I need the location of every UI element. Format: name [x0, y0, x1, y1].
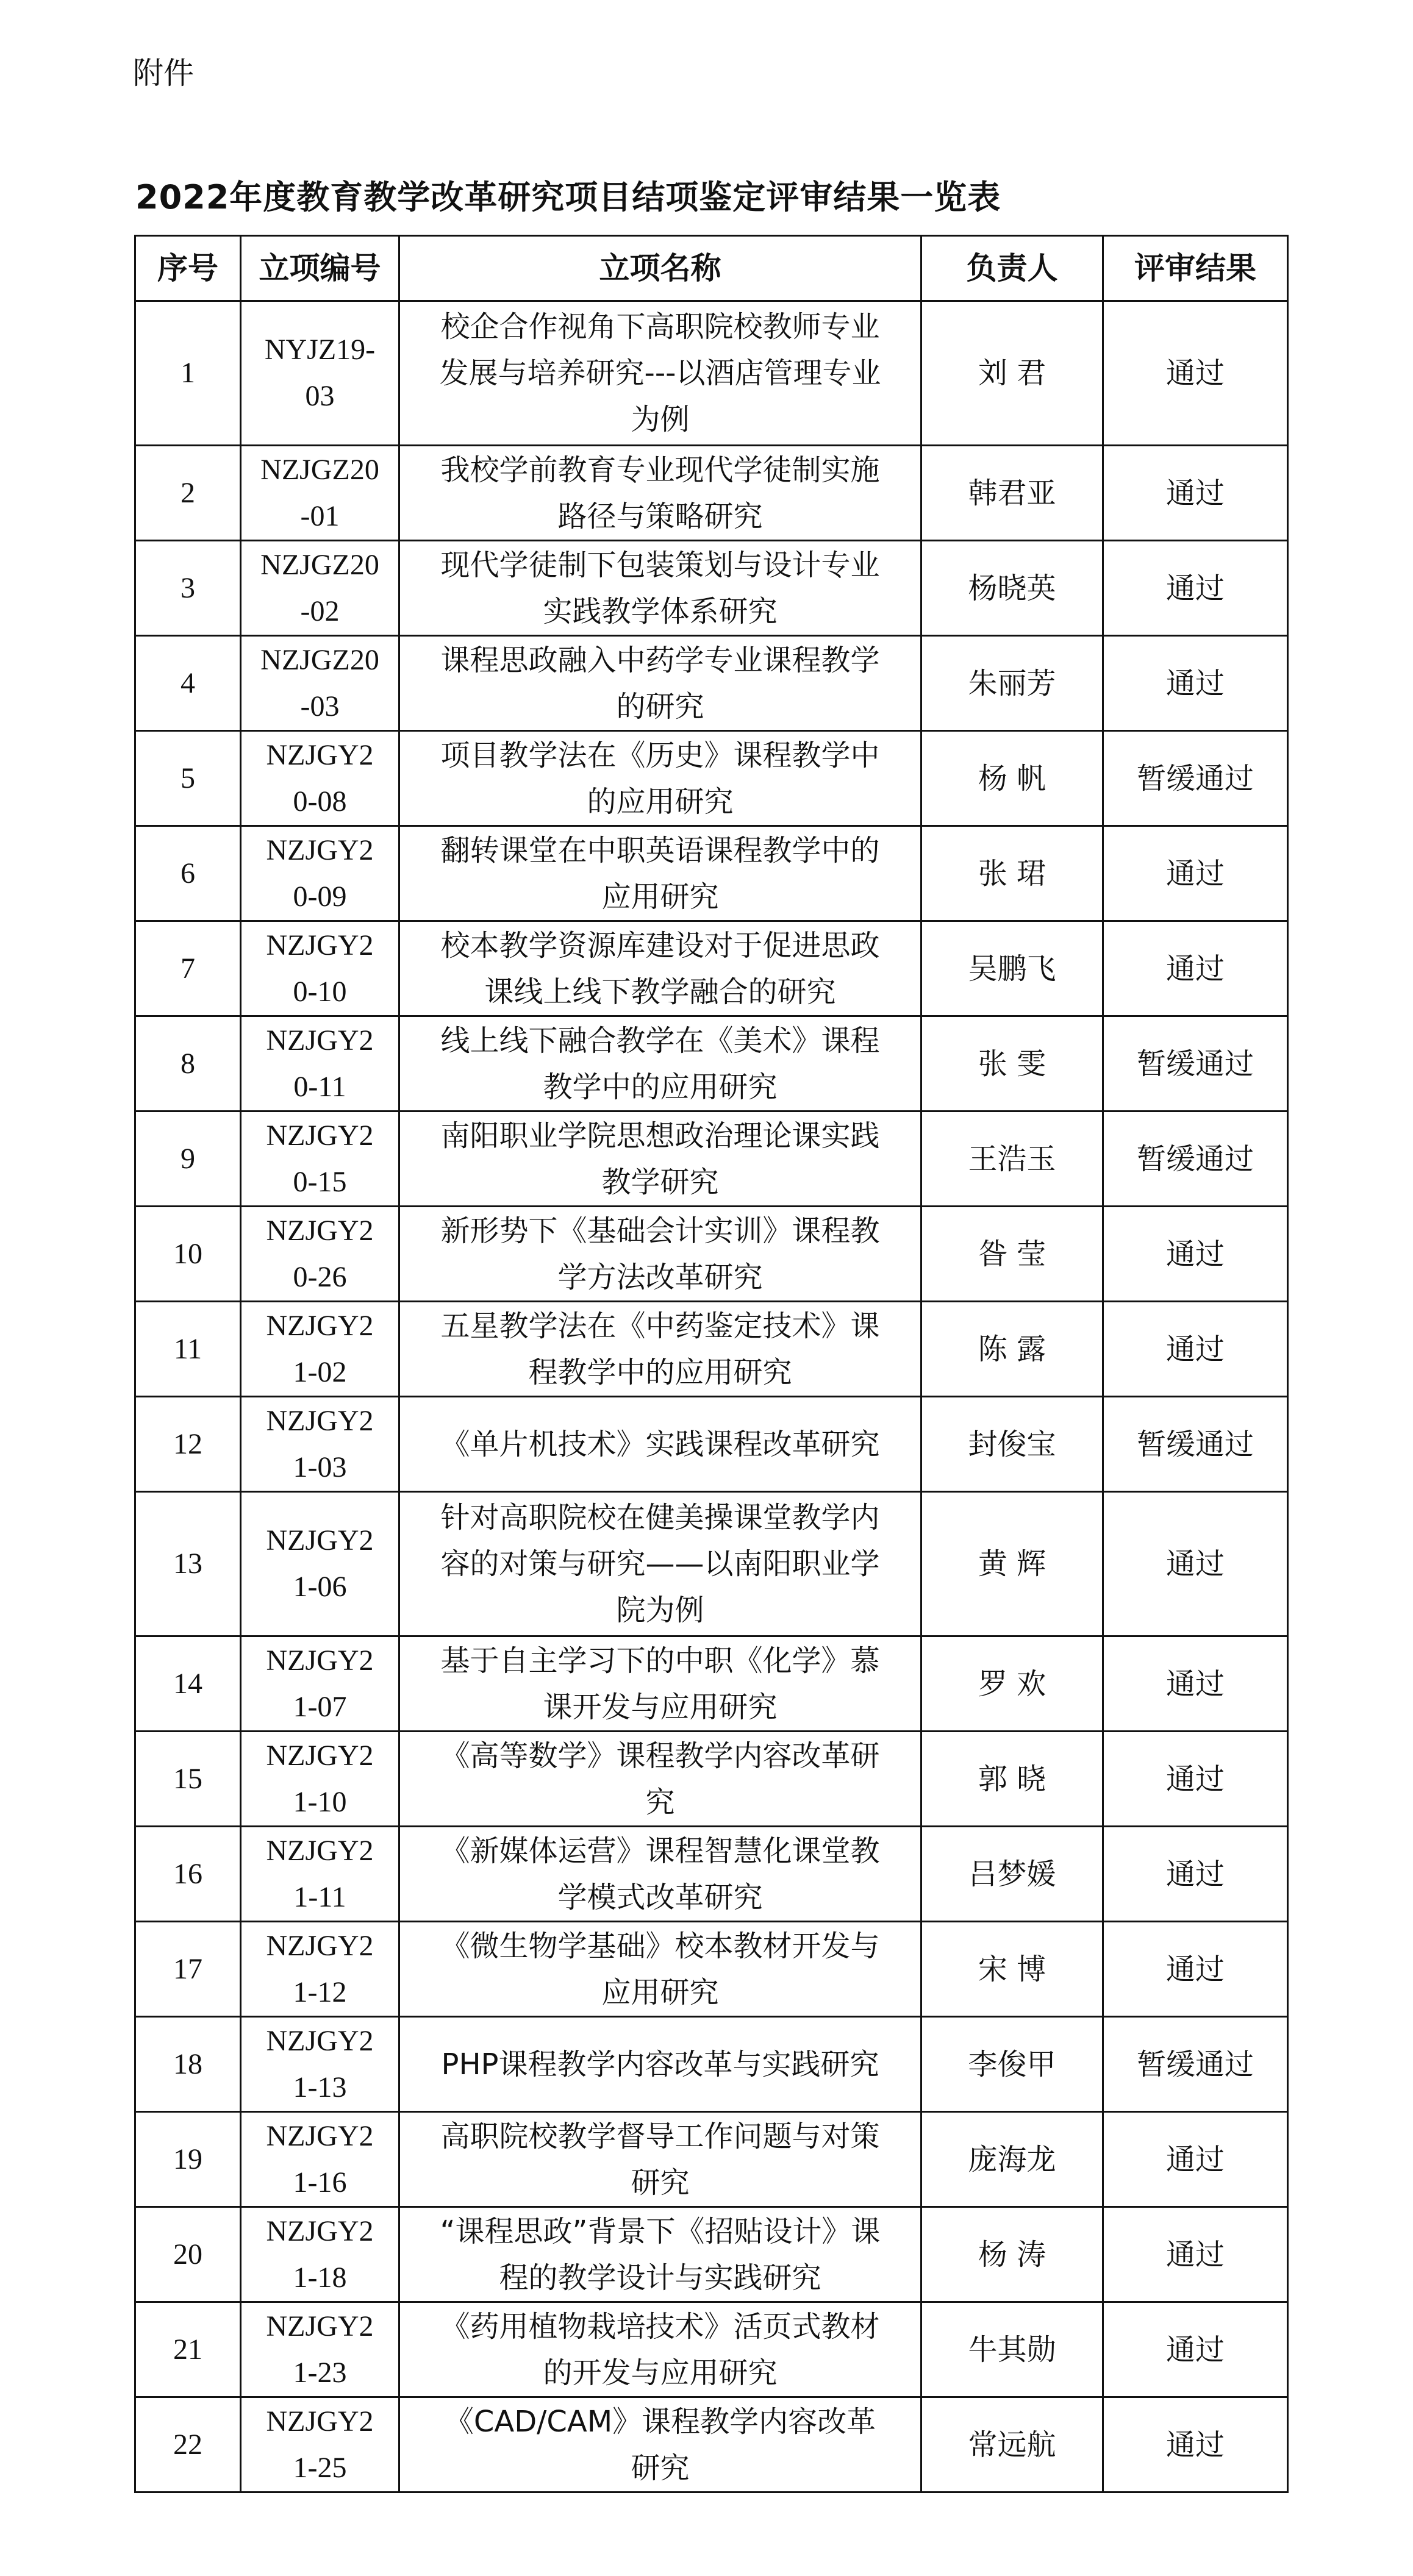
project-code-line: 1-06 — [293, 1571, 347, 1603]
project-name-line: 教学研究 — [601, 1165, 719, 1199]
serial-cell: 19 — [135, 2112, 241, 2207]
serial-cell: 21 — [135, 2302, 241, 2397]
project-code-cell — [241, 301, 399, 446]
project-name-line: 高职院校教学督导工作问题与对策 — [440, 2119, 880, 2153]
project-code-line: 03 — [305, 380, 335, 412]
lead-cell: 庞海龙 — [921, 2112, 1103, 2207]
table-row — [135, 1016, 1288, 1111]
project-name-line: 学模式改革研究 — [557, 1880, 763, 1914]
project-name-line: 发展与培养研究---以酒店管理专业 — [439, 356, 881, 390]
lead-cell: 陈 露 — [921, 1302, 1103, 1397]
attachment-label: 附件 — [133, 55, 194, 91]
project-code-line: -01 — [300, 499, 340, 532]
project-name-line: “课程思政”背景下《招贴设计》课 — [440, 2214, 881, 2249]
project-name-line: 程教学中的应用研究 — [528, 1355, 792, 1390]
project-name-cell — [399, 1397, 921, 1492]
table-row — [135, 1111, 1288, 1207]
project-code-line: NZJGY2 — [266, 2119, 374, 2152]
project-code-cell — [241, 1827, 399, 1922]
project-code-cell — [241, 1636, 399, 1732]
header-result: 评审结果 — [1103, 236, 1288, 301]
result-cell: 暂缓通过 — [1103, 731, 1288, 826]
project-name-cell — [399, 2302, 921, 2397]
result-cell: 暂缓通过 — [1103, 1111, 1288, 1207]
result-cell: 通过 — [1103, 2112, 1288, 2207]
project-name-line: 校企合作视角下高职院校教师专业 — [440, 310, 880, 344]
project-name-line: PHP课程教学内容改革与实践研究 — [441, 2047, 879, 2082]
result-cell: 通过 — [1103, 541, 1288, 636]
serial-cell: 9 — [135, 1111, 241, 1207]
lead-cell: 吕梦媛 — [921, 1827, 1103, 1922]
project-code-line: 1-10 — [293, 1785, 347, 1818]
header-project-name: 立项名称 — [399, 236, 921, 301]
project-name-line: 应用研究 — [601, 879, 719, 914]
project-name-cell — [399, 1016, 921, 1111]
serial-cell: 8 — [135, 1016, 241, 1111]
project-code-line: 1-23 — [293, 2356, 347, 2389]
project-code-cell — [241, 1111, 399, 1207]
project-name-line: 研究 — [631, 2165, 690, 2200]
project-name-cell — [399, 301, 921, 446]
serial-cell: 7 — [135, 921, 241, 1016]
results-table — [134, 235, 1289, 2493]
project-code-line: NZJGZ20 — [260, 548, 379, 581]
project-name-line: 应用研究 — [601, 1975, 719, 2010]
project-code-line: NZJGY2 — [266, 1214, 374, 1247]
lead-cell: 杨 帆 — [921, 731, 1103, 826]
project-name-line: 《高等数学》课程教学内容改革研 — [440, 1738, 880, 1773]
project-code-line: NZJGY2 — [266, 929, 374, 962]
project-code-cell — [241, 1207, 399, 1302]
project-code-cell — [241, 1397, 399, 1492]
serial-cell: 18 — [135, 2017, 241, 2112]
project-code-line: 0-10 — [293, 975, 347, 1008]
lead-cell: 韩君亚 — [921, 446, 1103, 541]
project-code-cell — [241, 2207, 399, 2302]
table-row — [135, 731, 1288, 826]
project-name-cell — [399, 2207, 921, 2302]
project-name-line: 项目教学法在《历史》课程教学中 — [440, 738, 880, 772]
result-cell: 通过 — [1103, 1207, 1288, 1302]
lead-cell: 杨晓英 — [921, 541, 1103, 636]
table-row — [135, 2207, 1288, 2302]
project-name-cell — [399, 1207, 921, 1302]
project-name-line: 《药用植物栽培技术》活页式教材 — [440, 2309, 880, 2344]
project-code-cell — [241, 1492, 399, 1636]
project-name-line: 课线上线下教学融合的研究 — [484, 974, 836, 1009]
result-cell: 通过 — [1103, 1302, 1288, 1397]
project-code-cell — [241, 1016, 399, 1111]
table-row — [135, 2397, 1288, 2492]
project-code-line: NZJGY2 — [266, 1119, 374, 1152]
project-name-line: 实践教学体系研究 — [543, 594, 778, 629]
serial-cell: 22 — [135, 2397, 241, 2492]
table-header-row — [135, 236, 1288, 301]
project-name-cell — [399, 1302, 921, 1397]
project-code-line: 0-26 — [293, 1260, 347, 1293]
result-cell: 通过 — [1103, 1492, 1288, 1636]
project-name-line: 五星教学法在《中药鉴定技术》课 — [440, 1308, 880, 1343]
result-cell: 通过 — [1103, 636, 1288, 731]
project-name-line: 学方法改革研究 — [557, 1260, 763, 1294]
project-name-line: 课程思政融入中药学专业课程教学 — [440, 643, 880, 677]
lead-cell: 张 珺 — [921, 826, 1103, 921]
project-name-line: 研究 — [631, 2450, 690, 2485]
project-code-line: NZJGY2 — [266, 2405, 374, 2438]
project-code-line: -02 — [300, 594, 340, 627]
project-name-line: 程的教学设计与实践研究 — [499, 2260, 821, 2295]
project-code-line: 1-16 — [293, 2166, 347, 2199]
table-row — [135, 301, 1288, 446]
project-code-cell — [241, 2017, 399, 2112]
result-cell: 通过 — [1103, 2397, 1288, 2492]
project-name-line: 课开发与应用研究 — [543, 1689, 778, 1724]
table-row — [135, 826, 1288, 921]
project-name-line: 的开发与应用研究 — [543, 2355, 778, 2390]
result-cell: 通过 — [1103, 446, 1288, 541]
project-code-line: NZJGY2 — [266, 738, 374, 771]
project-name-cell — [399, 1111, 921, 1207]
serial-cell: 14 — [135, 1636, 241, 1732]
project-name-line: 针对高职院校在健美操课堂教学内 — [440, 1500, 880, 1535]
result-cell: 通过 — [1103, 1922, 1288, 2017]
project-code-cell — [241, 1732, 399, 1827]
project-name-cell — [399, 2112, 921, 2207]
table-row — [135, 1732, 1288, 1827]
serial-cell: 6 — [135, 826, 241, 921]
header-lead: 负责人 — [921, 236, 1103, 301]
project-name-cell — [399, 1492, 921, 1636]
project-code-line: 1-18 — [293, 2261, 347, 2294]
lead-cell: 宋 博 — [921, 1922, 1103, 2017]
table-row — [135, 921, 1288, 1016]
serial-cell: 20 — [135, 2207, 241, 2302]
project-code-line: 0-09 — [293, 880, 347, 913]
project-name-line: 《单片机技术》实践课程改革研究 — [440, 1427, 880, 1461]
result-cell: 通过 — [1103, 1827, 1288, 1922]
project-name-line: 的研究 — [616, 689, 704, 724]
lead-cell: 王浩玉 — [921, 1111, 1103, 1207]
lead-cell: 吴鹏飞 — [921, 921, 1103, 1016]
project-name-line: 《微生物学基础》校本教材开发与 — [440, 1928, 880, 1963]
project-code-line: 1-02 — [293, 1355, 347, 1388]
lead-cell: 杨 涛 — [921, 2207, 1103, 2302]
table-row — [135, 1397, 1288, 1492]
lead-cell: 昝 莹 — [921, 1207, 1103, 1302]
project-name-cell — [399, 2397, 921, 2492]
table-row — [135, 1302, 1288, 1397]
project-name-line: 《新媒体运营》课程智慧化课堂教 — [440, 1833, 880, 1868]
project-name-cell — [399, 1922, 921, 2017]
project-code-cell — [241, 921, 399, 1016]
lead-cell: 常远航 — [921, 2397, 1103, 2492]
project-code-line: 1-12 — [293, 1975, 347, 2008]
project-name-line: 究 — [645, 1785, 675, 1819]
project-code-line: 1-25 — [293, 2451, 347, 2484]
document-title: 2022年度教育教学改革研究项目结项鉴定评审结果一览表 — [135, 178, 1001, 216]
project-code-cell — [241, 541, 399, 636]
project-name-line: 容的对策与研究——以南阳职业学 — [440, 1547, 880, 1581]
serial-cell: 4 — [135, 636, 241, 731]
project-code-line: NZJGY2 — [266, 1834, 374, 1867]
project-name-line: 的应用研究 — [587, 784, 734, 819]
project-code-line: 1-11 — [293, 1880, 346, 1913]
lead-cell: 张 雯 — [921, 1016, 1103, 1111]
project-code-line: NZJGY2 — [266, 1309, 374, 1342]
lead-cell: 罗 欢 — [921, 1636, 1103, 1732]
header-serial: 序号 — [135, 236, 241, 301]
result-cell: 通过 — [1103, 1636, 1288, 1732]
project-code-line: NZJGY2 — [266, 1644, 374, 1677]
project-code-line: -03 — [300, 690, 340, 722]
project-code-cell — [241, 2112, 399, 2207]
project-code-cell — [241, 636, 399, 731]
table-row — [135, 2017, 1288, 2112]
project-code-cell — [241, 446, 399, 541]
table-row — [135, 2302, 1288, 2397]
project-name-line: 路径与策略研究 — [557, 499, 763, 533]
table-row — [135, 1207, 1288, 1302]
serial-cell: 16 — [135, 1827, 241, 1922]
project-code-line: 0-08 — [293, 785, 347, 818]
project-code-cell — [241, 731, 399, 826]
serial-cell: 10 — [135, 1207, 241, 1302]
result-cell: 通过 — [1103, 301, 1288, 446]
project-name-line: 我校学前教育专业现代学徒制实施 — [440, 452, 880, 487]
serial-cell: 13 — [135, 1492, 241, 1636]
project-code-line: NYJZ19- — [264, 334, 376, 366]
project-code-line: NZJGZ20 — [260, 643, 379, 676]
project-code-cell — [241, 826, 399, 921]
project-code-cell — [241, 1922, 399, 2017]
result-cell: 通过 — [1103, 2207, 1288, 2302]
result-cell: 通过 — [1103, 921, 1288, 1016]
project-name-line: 线上线下融合教学在《美术》课程 — [440, 1023, 880, 1058]
table-row — [135, 2112, 1288, 2207]
project-code-cell — [241, 2302, 399, 2397]
project-name-cell — [399, 1636, 921, 1732]
project-name-cell — [399, 731, 921, 826]
project-name-line: 教学中的应用研究 — [543, 1069, 778, 1104]
serial-cell: 2 — [135, 446, 241, 541]
table-row — [135, 1827, 1288, 1922]
project-name-line: 南阳职业学院思想政治理论课实践 — [440, 1118, 880, 1153]
project-code-line: 0-15 — [293, 1165, 347, 1198]
project-code-line: 1-03 — [293, 1450, 347, 1483]
serial-cell: 1 — [135, 301, 241, 446]
result-cell: 通过 — [1103, 1732, 1288, 1827]
lead-cell: 封俊宝 — [921, 1397, 1103, 1492]
table-row — [135, 1636, 1288, 1732]
lead-cell: 牛其勋 — [921, 2302, 1103, 2397]
project-code-line: 0-11 — [293, 1070, 346, 1103]
project-name-line: 现代学徒制下包装策划与设计专业 — [440, 548, 880, 582]
project-name-cell — [399, 541, 921, 636]
project-code-line: NZJGY2 — [266, 1404, 374, 1437]
project-code-line: NZJGY2 — [266, 1739, 374, 1772]
project-name-cell — [399, 1732, 921, 1827]
project-name-cell — [399, 2017, 921, 2112]
serial-cell: 11 — [135, 1302, 241, 1397]
project-name-line: 院为例 — [616, 1593, 704, 1627]
project-code-cell — [241, 2397, 399, 2492]
project-name-cell — [399, 446, 921, 541]
serial-cell: 15 — [135, 1732, 241, 1827]
project-code-line: 1-13 — [293, 2071, 347, 2103]
project-name-cell — [399, 921, 921, 1016]
project-code-line: NZJGY2 — [266, 833, 374, 866]
result-cell: 通过 — [1103, 2302, 1288, 2397]
project-name-line: 为例 — [631, 402, 690, 437]
header-project-code: 立项编号 — [241, 236, 399, 301]
serial-cell: 3 — [135, 541, 241, 636]
project-code-line: NZJGY2 — [266, 1524, 374, 1557]
project-name-line: 校本教学资源库建设对于促进思政 — [440, 928, 880, 963]
project-code-line: NZJGY2 — [266, 1929, 374, 1962]
table-row — [135, 636, 1288, 731]
lead-cell: 黄 辉 — [921, 1492, 1103, 1636]
table-row — [135, 1922, 1288, 2017]
project-name-cell — [399, 826, 921, 921]
table-row — [135, 541, 1288, 636]
table-body — [135, 301, 1288, 2492]
serial-cell: 17 — [135, 1922, 241, 2017]
project-name-line: 新形势下《基础会计实训》课程教 — [440, 1213, 880, 1248]
serial-cell: 5 — [135, 731, 241, 826]
table-row — [135, 446, 1288, 541]
table-row — [135, 1492, 1288, 1636]
result-cell: 暂缓通过 — [1103, 1397, 1288, 1492]
project-name-line: 《CAD/CAM》课程教学内容改革 — [444, 2404, 876, 2439]
project-code-line: NZJGY2 — [266, 2214, 374, 2247]
project-name-cell — [399, 1827, 921, 1922]
lead-cell: 刘 君 — [921, 301, 1103, 446]
project-code-line: NZJGY2 — [266, 2024, 374, 2057]
serial-cell: 12 — [135, 1397, 241, 1492]
lead-cell: 李俊甲 — [921, 2017, 1103, 2112]
project-code-line: NZJGZ20 — [260, 453, 379, 486]
project-name-cell — [399, 636, 921, 731]
result-cell: 暂缓通过 — [1103, 2017, 1288, 2112]
lead-cell: 朱丽芳 — [921, 636, 1103, 731]
project-name-line: 基于自主学习下的中职《化学》慕 — [440, 1643, 880, 1678]
project-code-cell — [241, 1302, 399, 1397]
project-name-line: 翻转课堂在中职英语课程教学中的 — [440, 833, 880, 868]
result-cell: 暂缓通过 — [1103, 1016, 1288, 1111]
project-code-line: NZJGY2 — [266, 2310, 374, 2342]
lead-cell: 郭 晓 — [921, 1732, 1103, 1827]
project-code-line: NZJGY2 — [266, 1024, 374, 1057]
result-cell: 通过 — [1103, 826, 1288, 921]
project-code-line: 1-07 — [293, 1690, 347, 1723]
